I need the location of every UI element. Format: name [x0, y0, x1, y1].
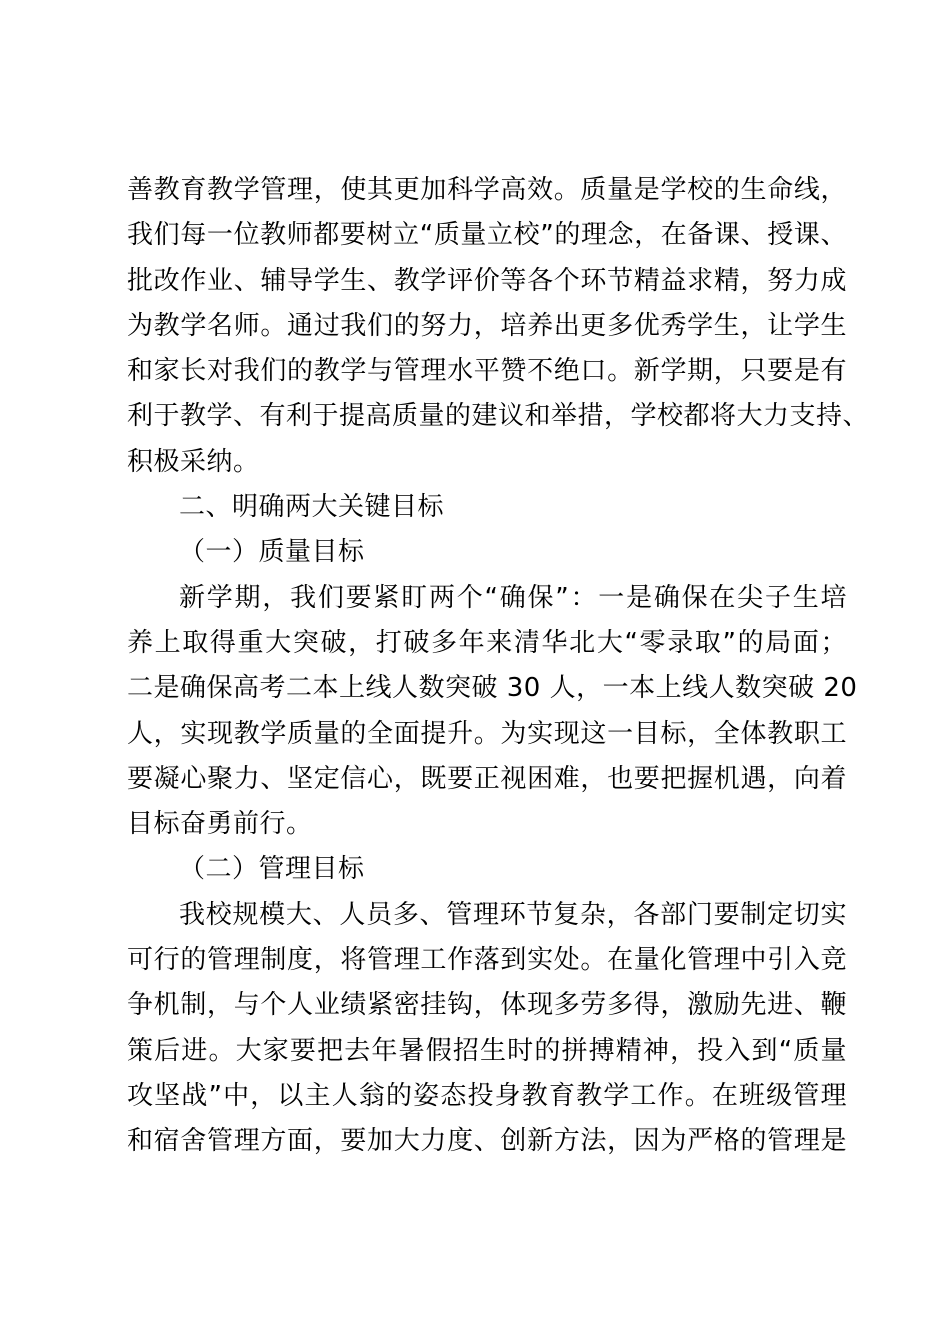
text-line: 和宿舍管理方面，要加大力度、创新方法，因为严格的管理是 — [127, 1126, 847, 1157]
text-line: 争机制，与个人业绩紧密挂钩，体现多劳多得，激励先进、鞭 — [127, 990, 847, 1021]
text-line: 可行的管理制度，将管理工作落到实处。在量化管理中引入竞 — [127, 945, 847, 976]
subsection-heading: （二）管理目标 — [179, 854, 365, 885]
text-line: 要凝心聚力、坚定信心，既要正视困难，也要把握机遇，向着 — [127, 763, 847, 794]
text-line: 养上取得重大突破，打破多年来清华北大“零录取”的局面； — [127, 627, 847, 658]
subsection-heading: （一）质量目标 — [179, 537, 365, 568]
text-line: 我校规模大、人员多、管理环节复杂，各部门要制定切实 — [179, 899, 847, 930]
text-line: 为教学名师。通过我们的努力，培养出更多优秀学生，让学生 — [127, 310, 847, 341]
text-line: 积极采纳。 — [127, 446, 260, 477]
section-heading: 二、明确两大关键目标 — [179, 492, 445, 523]
text-line: 人，实现教学质量的全面提升。为实现这一目标，全体教职工 — [127, 718, 847, 749]
text-line: 我们每一位教师都要树立“质量立校”的理念，在备课、授课、 — [127, 220, 847, 251]
text-line: 策后进。大家要把去年暑假招生时的拼搏精神，投入到“质量 — [127, 1035, 847, 1066]
text-line: 新学期，我们要紧盯两个“确保”：一是确保在尖子生培 — [179, 582, 847, 613]
text-line: 批改作业、辅导学生、教学评价等各个环节精益求精，努力成 — [127, 265, 847, 296]
text-line: 目标奋勇前行。 — [127, 809, 313, 840]
text-line: 攻坚战”中，以主人翁的姿态投身教育教学工作。在班级管理 — [127, 1080, 847, 1111]
text-line: 利于教学、有利于提高质量的建议和举措，学校都将大力支持、 — [127, 401, 870, 432]
document-body — [127, 168, 870, 1165]
text-line: 二是确保高考二本上线人数突破 30 人，一本上线人数突破 20 — [127, 673, 858, 704]
text-line: 善教育教学管理，使其更加科学高效。质量是学校的生命线， — [127, 175, 847, 205]
text-line: 和家长对我们的教学与管理水平赞不绝口。新学期，只要是有 — [127, 356, 847, 387]
